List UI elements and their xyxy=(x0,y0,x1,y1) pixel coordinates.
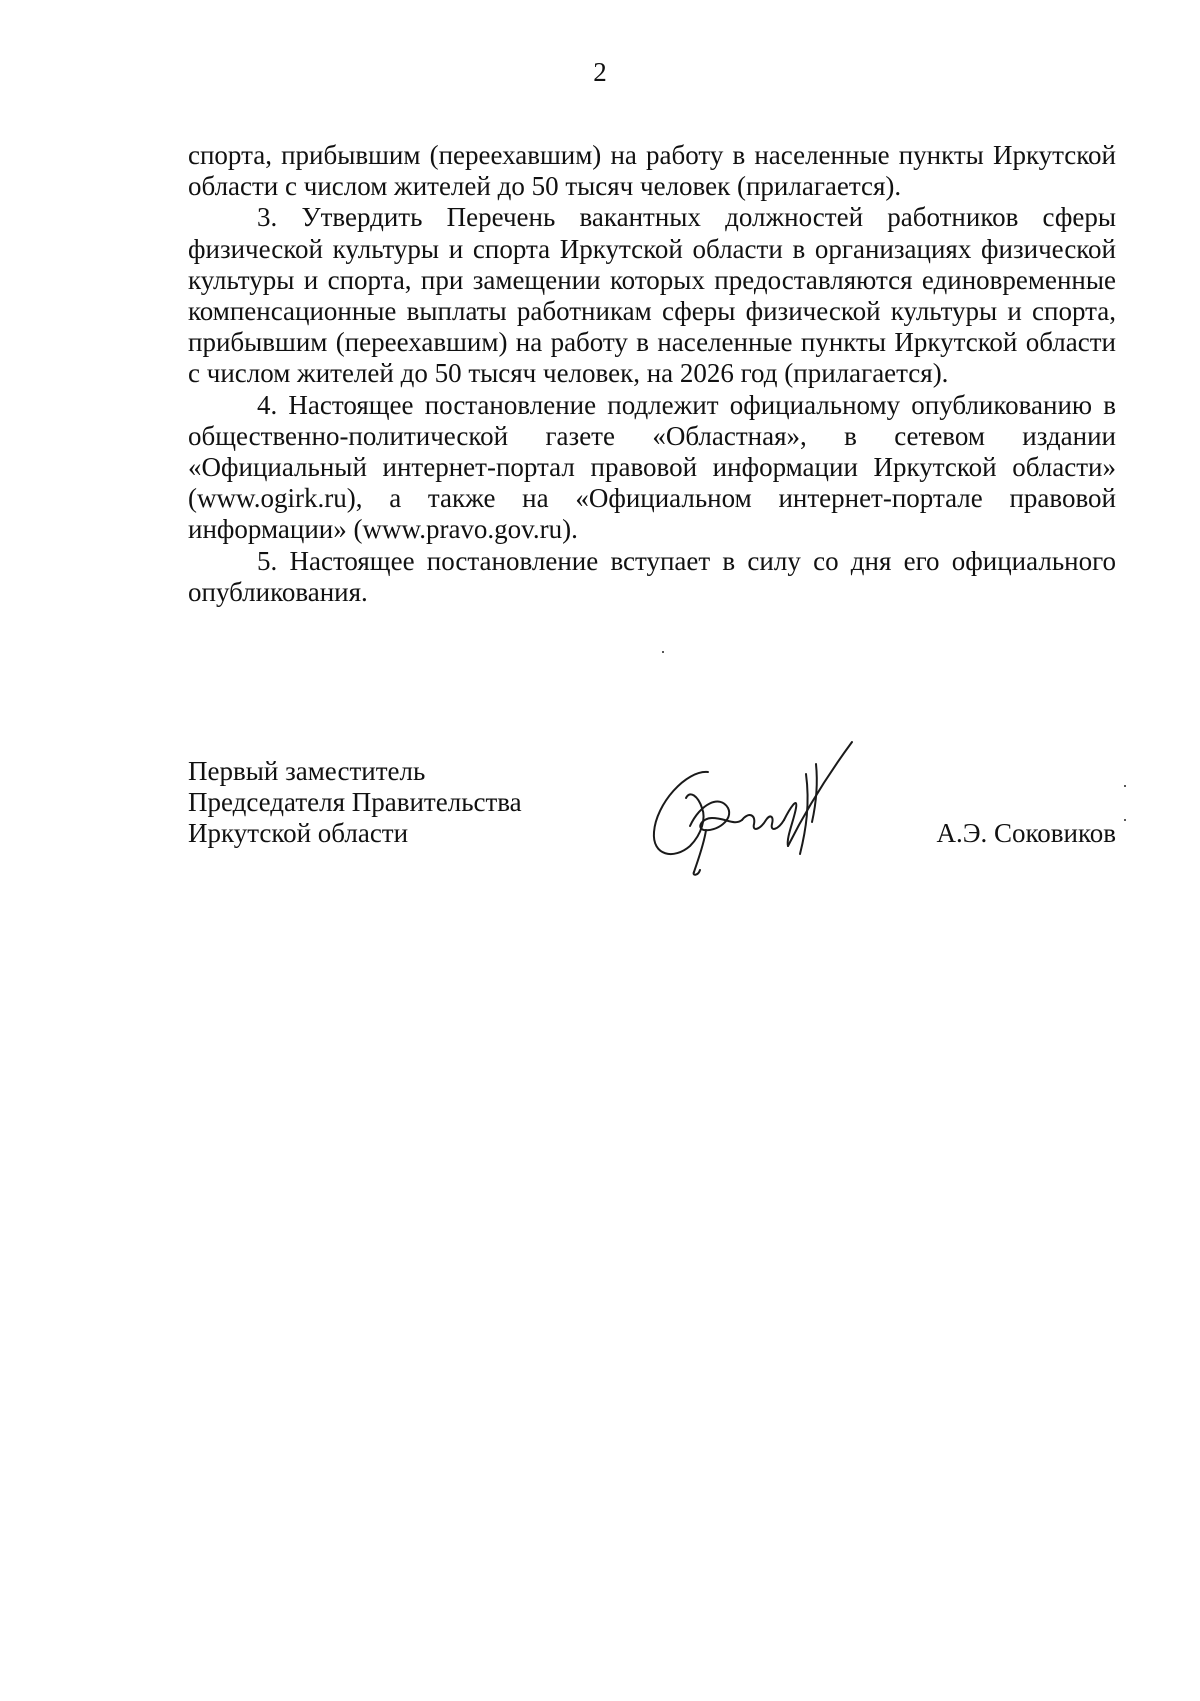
document-body xyxy=(188,140,1116,608)
paragraph-item-4: 4. Настоящее постановление подлежит официальному опубликованию в общественно-политической газете «Областная», в сетевом издании «Официальный интернет-портал правовой информации Иркутской области» (www.ogirk.ru), а также на «Официальном интернет-портале правовой информации» (www.pravo.gov.ru). xyxy=(188,389,1116,545)
paragraph-item-3: 3. Утвердить Перечень вакантных должностей работников сферы физической культуры и спорта Иркутской области в организациях физической культуры и спорта, при замещении которых предоставляются единовременные компенсационные выплаты работникам сферы физической культуры и спорта, прибывшим (переехавшим) на работу в населенные пункты Иркутской области с числом жителей до 50 тысяч человек, на 2026 год (прилагается). xyxy=(188,202,1116,389)
signer-title xyxy=(188,756,522,849)
scan-speck xyxy=(1124,819,1126,821)
paragraph-item-5: 5. Настоящее постановление вступает в силу со дня его официального опубликования. xyxy=(188,545,1116,607)
page-number: 2 xyxy=(593,57,607,87)
signature-block xyxy=(188,756,1116,876)
signer-title-line: Председателя Правительства xyxy=(188,787,522,817)
scan-speck xyxy=(662,651,664,653)
scan-speck xyxy=(1124,785,1126,787)
signer-title-line: Иркутской области xyxy=(188,818,409,848)
handwritten-signature xyxy=(646,734,861,879)
signer-title-line: Первый заместитель xyxy=(188,756,426,786)
signer-name: А.Э. Соковиков xyxy=(936,818,1116,848)
paragraph-continuation: спорта, прибывшим (переехавшим) на работу в населенные пункты Иркутской области с числом жителей до 50 тысяч человек (прилагается). xyxy=(188,140,1116,202)
